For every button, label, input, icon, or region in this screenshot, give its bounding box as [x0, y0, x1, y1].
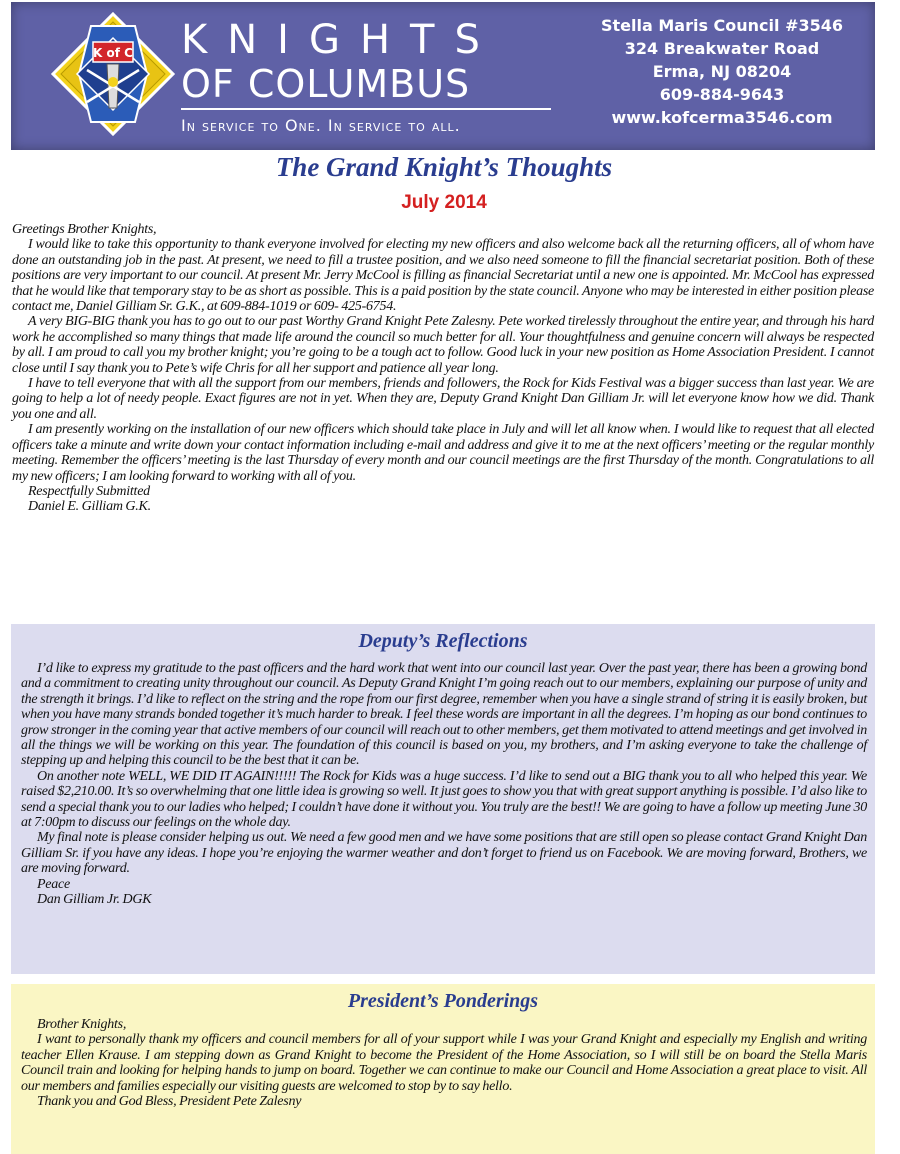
president-article	[21, 1017, 867, 1109]
article-paragraph: My final note is please consider helping us out. We need a few good men and we have some positions that are still open so please contact Grand Knight Dan Gilliam Sr. if you have any ideas. I hope you’re enjoying the warmer weather and don’t forget to friend us on Facebook. We are moving forward, Brothers, we are moving forward.	[21, 830, 867, 877]
org-name	[181, 18, 555, 135]
president-ponderings-section	[11, 984, 875, 1154]
grand-knight-article	[12, 222, 874, 515]
article-greeting: Brother Knights,	[37, 1017, 127, 1032]
president-title: President’s Ponderings	[347, 990, 539, 1012]
council-contact-block	[567, 14, 877, 129]
org-name-line2: OF COLUMBUS	[181, 62, 471, 106]
title-divider	[181, 108, 551, 110]
council-street: 324 Breakwater Road	[624, 39, 820, 58]
article-paragraph: On another note WELL, WE DID IT AGAIN!!!!! The Rock for Kids was a huge success. I’d like to send out a BIG thank you to all who helped this year. We raised $2,210.00. It’s so overwhelming that one little idea is growing so well. It just goes to show you that with great support anything is possible. I’d also like to send a special thank you to our ladies who helped; I couldn’t have done it without you. You truly are the best!! We are going to have a follow up meeting June 30 at 7:00pm to discuss our feelings on the whole day.	[21, 768, 867, 831]
emblem-text: K of C	[93, 46, 133, 60]
article-greeting: Greetings Brother Knights,	[12, 222, 157, 237]
grand-knight-title: The Grand Knight’s Thoughts	[275, 152, 613, 182]
article-signature: Daniel E. Gilliam G.K.	[28, 499, 151, 515]
deputy-reflections-section	[11, 624, 875, 974]
article-paragraph: I have to tell everyone that with all the support from our members, friends and followers, the Rock for Kids Festival was a bigger success than last year. We are going to help a lot of needy people. Exact figures are not in yet. When they are, Deputy Grand Knight Dan Gilliam Jr. will let everyone know how we did. Thank you one and all.	[12, 376, 874, 422]
article-closing: Respectfully Submitted	[28, 483, 150, 499]
article-paragraph: A very BIG-BIG thank you has to go out to our past Worthy Grand Knight Pete Zalesny. Pete worked tirelessly throughout the entire year, and through his hard work he accomplished so many things that made life around the council so much better for all. Your thoughtfulness and genuine concern will always be respected by all. I am proud to call you my brother knight; you’re going to be a tough act to follow. Good luck in your new position as Home Association President. I cannot close until I say thank you to Pete’s wife Chris for all her support and patience all year long.	[12, 314, 874, 376]
council-website-link[interactable]: www.kofcerma3546.com	[611, 108, 833, 127]
article-paragraph: I am presently working on the installation of our new officers which should take place in July and will let all know when. I would like to request that all elected officers take a minute and write down your contact information including e-mail and address and give it to me at the next officers’ meeting or the regular monthly meeting. Remember the officers’ meeting is the last Thursday of every month and our council meetings are the first Thursday of the month. Congratulations to all my new officers; I am looking forward to working with all of you.	[12, 422, 874, 484]
deputy-article	[21, 661, 867, 908]
article-paragraph: I’d like to express my gratitude to the past officers and the hard work that went into our council last year. Over the past year, there has been a growing bond and a commitment to creating unity throughout our council. As Deputy Grand Knight I’m going reach out to our members, explaining our purpose of unity and the strength it brings. I’d like to reflect on the string and the rope from our first degree, remember when you have a single strand of string it is easily broken, but when you have many strands bonded together it’s much harder to break. I feel these words are important in all the degrees. I’m hoping as our bond continues to grow stronger in the coming year that active members of our council will reach out to other members, get them motivated to attend meetings and get involved in all the things we will be working on this year. The foundation of this council is based on you, my brothers, and I’m asking everyone to take the challenge of stepping up and helping this council to be the best that it can be.	[21, 661, 867, 769]
knights-of-columbus-emblem-icon	[51, 12, 175, 136]
org-name-line1: KNIGHTS	[181, 17, 500, 63]
council-city: Erma, NJ 08204	[652, 62, 792, 81]
article-paragraph: I want to personally thank my officers and council members for all of your support while I was your Grand Knight and especially my English and writing teacher Ellen Krause. I am stepping down as Grand Knight to become the President of the Home Association, so I will still be on board the Stella Maris Council train and looking for helping hands to jump on board. Together we can continue to make our Council and Home Association a great place to visit. All our members and families especially our visiting guests are welcomed to stop by to say hello.	[21, 1032, 867, 1094]
article-closing: Peace	[37, 876, 70, 892]
article-signature: Thank you and God Bless, President Pete Zalesny	[37, 1094, 302, 1110]
newsletter-date: July 2014	[401, 192, 487, 213]
council-name: Stella Maris Council #3546	[600, 16, 844, 35]
article-signature: Dan Gilliam Jr. DGK	[37, 892, 152, 908]
deputy-title: Deputy’s Reflections	[358, 630, 528, 652]
org-motto: In service to One. In service to all.	[181, 116, 461, 135]
masthead-banner	[11, 2, 875, 150]
council-phone: 609-884-9643	[659, 85, 785, 104]
article-paragraph: I would like to take this opportunity to thank everyone involved for electing my new officers and also welcome back all the returning officers, all of whom have done an outstanding job in the past. At present, we need to fill a trustee position, and we also need someone to fill the financial secretariat position. Both of these positions are very important to our council. At present Mr. Jerry McCool is filling as financial Secretariat until a new one is appointed. Mr. McCool has expressed that he would like that temporary stay to be as short as possible. This is a paid position by the state council. Anyone who may be interested in either position please contact me, Daniel Gilliam Sr. G.K., at 609-884-1019 or 609- 425-6754.	[12, 237, 874, 315]
